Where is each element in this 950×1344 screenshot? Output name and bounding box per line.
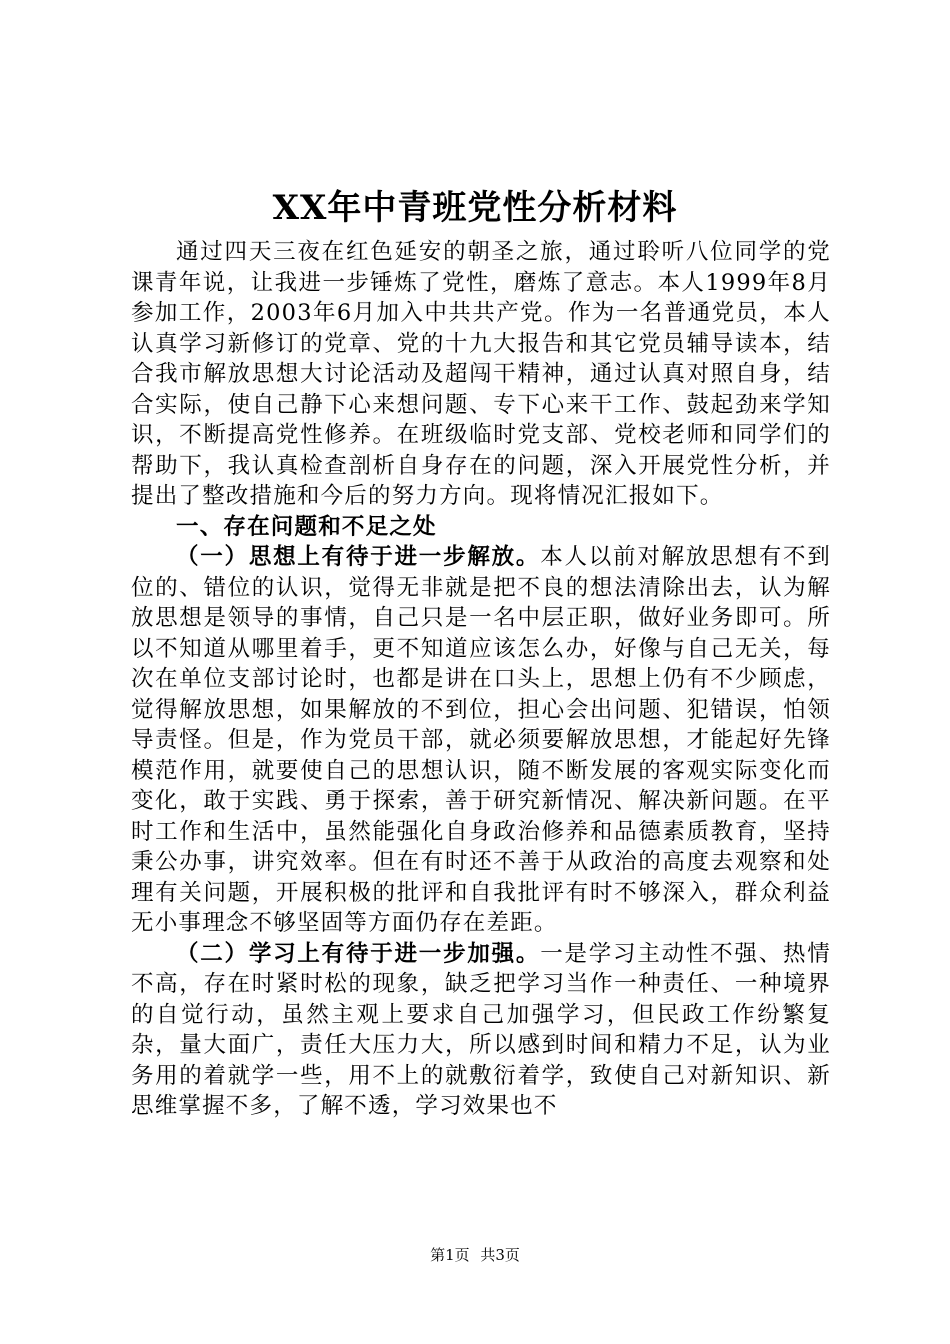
document-body: [131, 237, 831, 1122]
document-title: XX年中青班党性分析材料: [272, 188, 678, 228]
page-footer: [0, 1245, 950, 1265]
item-heading-study: （二）学习上有待于进一步加强。: [176, 940, 541, 967]
intro-paragraph: 通过四天三夜在红色延安的朝圣之旅，通过聆听八位同学的党课青年说，让我进一步锤炼了党性，磨炼了意志。本人1999年8月参加工作，2003年6月加入中共共产党。作为一名普通党员，本人认真学习新修订的党章、党的十九大报告和其它党员辅导读本，结合我市解放思想大讨论活动及超闯干精神，通过认真对照自身，结合实际，使自己静下心来想问题、专下心来干工作、鼓起劲来学知识，不断提高党性修养。在班级临时党支部、党校老师和同学们的帮助下，我认真检查剖析自身存在的问题，深入开展党性分析，并提出了整改措施和今后的努力方向。现将情况汇报如下。: [131, 239, 831, 509]
section-heading-problems: 一、存在问题和不足之处: [176, 513, 437, 540]
item-text-thinking: 本人以前对解放思想有不到位的、错位的认识，觉得无非就是把不良的想法清除出去，认为解放思想是领导的事情，自己只是一名中层正职，做好业务即可。所以不知道从哪里着手，更不知道应该怎么办，好像与自己无关，每次在单位支部讨论时，也都是讲在口头上，思想上仍有不少顾虑，觉得解放思想，如果解放的不到位，担心会出问题、犯错误，怕领导责怪。但是，作为党员干部，就必须要解放思想，才能起好先锋模范作用，就要使自己的思想认识，随不断发展的客观实际变化而变化，敢于实践、勇于探索，善于研究新情况、解决新问题。在平时工作和生活中，虽然能强化自身政治修养和品德素质教育，坚持秉公办事，讲究效率。但在有时还不善于从政治的高度去观察和处理有关问题，开展积极的批评和自我批评有时不够深入，群众利益无小事理念不够坚固等方面仍存在差距。: [131, 544, 831, 936]
page-total: 共3页: [480, 1246, 520, 1264]
item-paragraph-thinking: [131, 542, 831, 939]
item-heading-thinking: （一）思想上有待于进一步解放。: [176, 544, 541, 570]
item-paragraph-study: [131, 939, 831, 1122]
page-number: 第1页: [430, 1246, 470, 1264]
item-text-study: 一是学习主动性不强、热情不高，存在时紧时松的现象，缺乏把学习当作一种责任、一种境界的自觉行动，虽然主观上要求自己加强学习，但民政工作纷繁复杂，量大面广，责任大压力大，所以感到时间和精力不足，认为业务用的着就学一些，用不上的就敷衍着学，致使自己对新知识、新思维掌握不多，了解不透，学习效果也不: [131, 940, 831, 1119]
